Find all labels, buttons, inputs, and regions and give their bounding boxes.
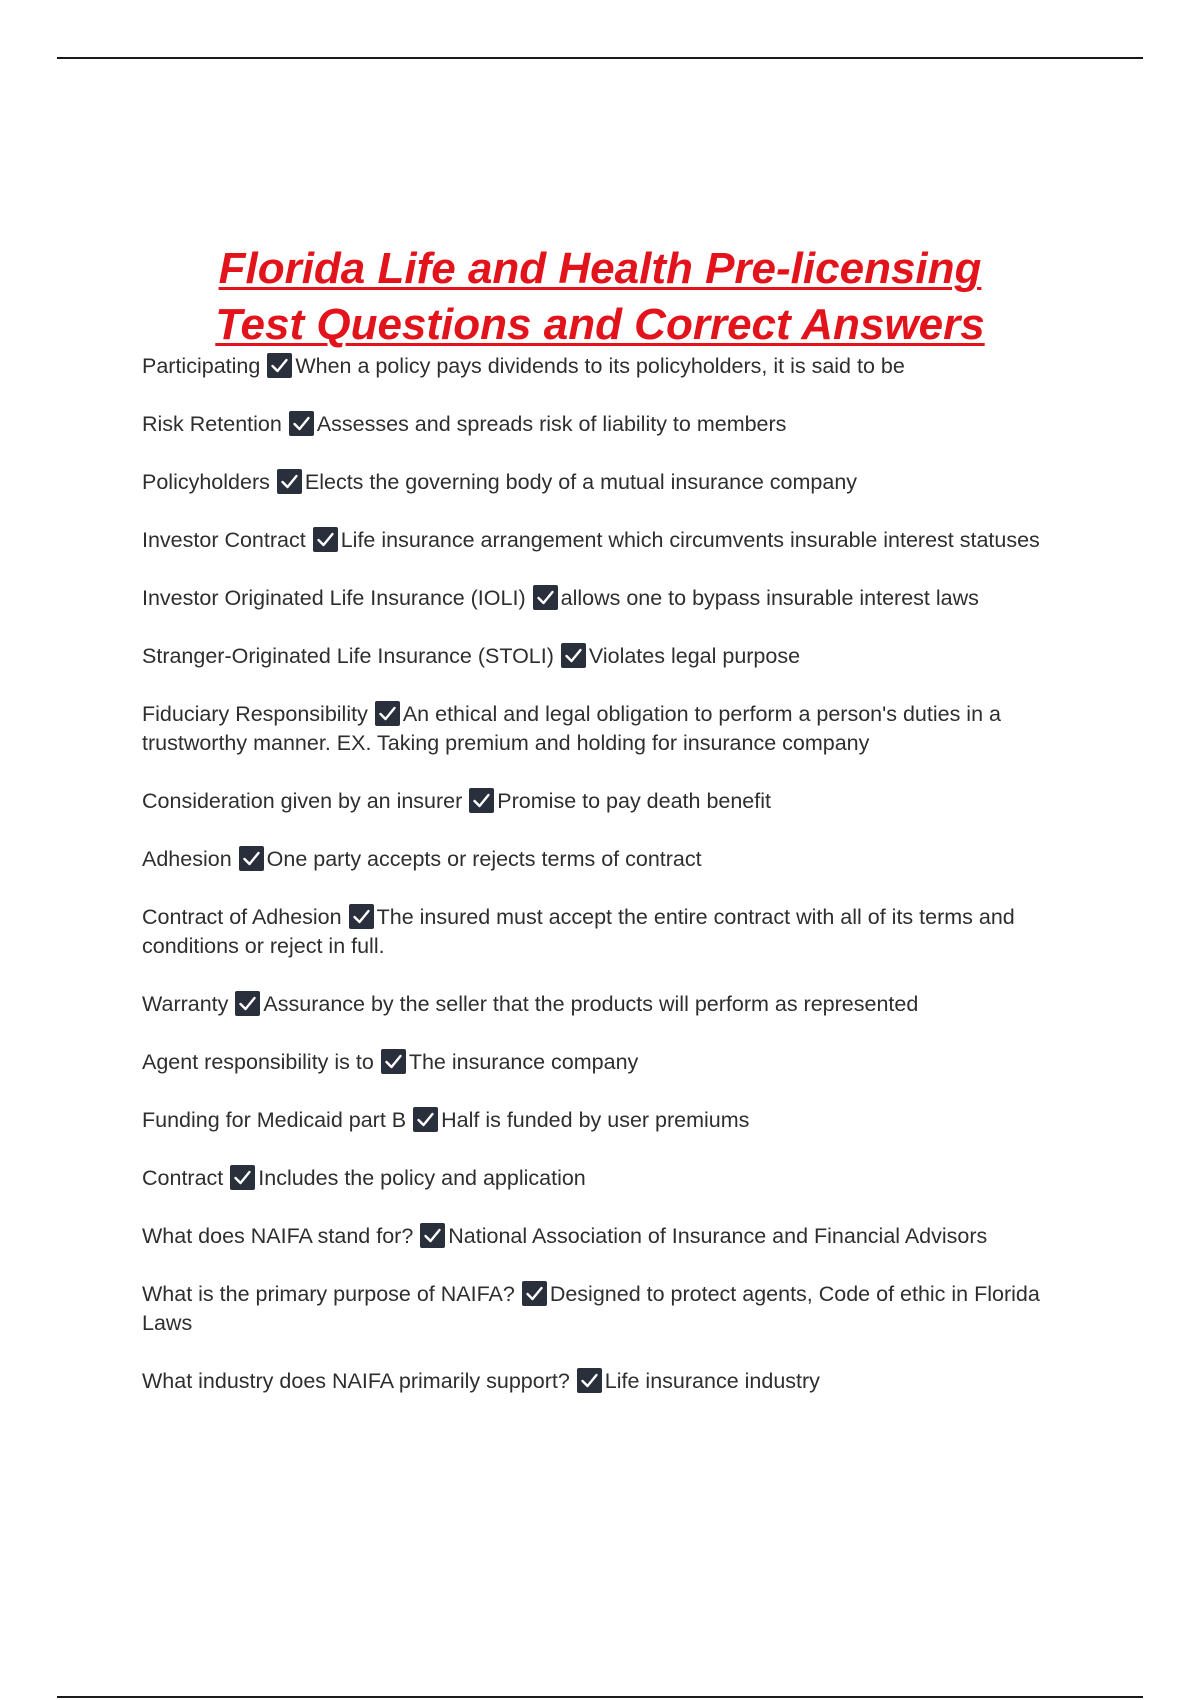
qa-item xyxy=(142,1164,1067,1193)
qa-list xyxy=(142,352,1067,1425)
check-box-icon xyxy=(420,1223,445,1248)
qa-answer: When a policy pays dividends to its policyholders, it is said to be xyxy=(295,354,905,378)
check-box-icon xyxy=(375,701,400,726)
qa-answer: Assurance by the seller that the products will perform as represented xyxy=(263,992,919,1016)
qa-item xyxy=(142,845,1067,874)
qa-answer: The insurance company xyxy=(408,1050,639,1074)
qa-answer: Half is funded by user premiums xyxy=(441,1108,750,1132)
qa-item xyxy=(142,700,1067,758)
qa-item xyxy=(142,990,1067,1019)
qa-item xyxy=(142,584,1067,613)
page-title xyxy=(0,241,1200,353)
qa-term: Risk Retention xyxy=(142,412,282,436)
check-box-icon xyxy=(313,527,338,552)
qa-item xyxy=(142,1280,1067,1338)
qa-term: Investor Contract xyxy=(142,528,306,552)
qa-term: Stranger-Originated Life Insurance (STOLI) xyxy=(142,644,554,668)
check-box-icon xyxy=(522,1281,547,1306)
qa-item xyxy=(142,903,1067,961)
qa-answer: allows one to bypass insurable interest laws xyxy=(560,586,979,610)
title-line-1: Florida Life and Health Pre-licensing xyxy=(218,244,982,294)
qa-answer: Life insurance arrangement which circumvents insurable interest statuses xyxy=(340,528,1040,552)
check-box-icon xyxy=(469,788,494,813)
top-divider xyxy=(57,57,1143,59)
check-box-icon xyxy=(349,904,374,929)
qa-term: Fiduciary Responsibility xyxy=(142,702,368,726)
qa-item xyxy=(142,1106,1067,1135)
qa-item xyxy=(142,352,1067,381)
qa-term: Agent responsibility is to xyxy=(142,1050,374,1074)
qa-item xyxy=(142,526,1067,555)
check-box-icon xyxy=(289,411,314,436)
qa-term: What does NAIFA stand for? xyxy=(142,1224,414,1248)
qa-answer: An ethical and legal obligation to perform a person's duties in a trustworthy manner. EX. Taking premium and holding for insurance company xyxy=(142,702,1001,755)
check-box-icon xyxy=(230,1165,255,1190)
qa-item xyxy=(142,642,1067,671)
qa-term: What is the primary purpose of NAIFA? xyxy=(142,1282,515,1306)
qa-item xyxy=(142,1222,1067,1251)
check-box-icon xyxy=(413,1107,438,1132)
qa-answer: Assesses and spreads risk of liability to members xyxy=(316,412,787,436)
check-box-icon xyxy=(533,585,558,610)
bottom-divider xyxy=(57,1696,1143,1698)
qa-term: Funding for Medicaid part B xyxy=(142,1108,407,1132)
qa-item xyxy=(142,787,1067,816)
qa-term: Consideration given by an insurer xyxy=(142,789,463,813)
qa-item xyxy=(142,1367,1067,1396)
check-box-icon xyxy=(561,643,586,668)
qa-answer: Life insurance industry xyxy=(604,1369,820,1393)
qa-term: Adhesion xyxy=(142,847,232,871)
title-line-2: Test Questions and Correct Answers xyxy=(215,300,985,350)
qa-answer: National Association of Insurance and Financial Advisors xyxy=(448,1224,988,1248)
check-box-icon xyxy=(239,846,264,871)
qa-item xyxy=(142,410,1067,439)
check-box-icon xyxy=(235,991,260,1016)
qa-answer: Includes the policy and application xyxy=(258,1166,586,1190)
qa-answer: One party accepts or rejects terms of contract xyxy=(266,847,702,871)
check-box-icon xyxy=(381,1049,406,1074)
qa-item xyxy=(142,1048,1067,1077)
qa-item xyxy=(142,468,1067,497)
check-box-icon xyxy=(577,1368,602,1393)
qa-term: Investor Originated Life Insurance (IOLI) xyxy=(142,586,526,610)
qa-term: Policyholders xyxy=(142,470,270,494)
qa-answer: The insured must accept the entire contract with all of its terms and conditions or reject in full. xyxy=(142,905,1015,958)
qa-answer: Promise to pay death benefit xyxy=(497,789,771,813)
check-box-icon xyxy=(277,469,302,494)
qa-answer: Designed to protect agents, Code of ethic in Florida Laws xyxy=(142,1282,1040,1335)
qa-answer: Elects the governing body of a mutual insurance company xyxy=(304,470,858,494)
qa-term: Participating xyxy=(142,354,261,378)
qa-term: Contract of Adhesion xyxy=(142,905,342,929)
qa-term: What industry does NAIFA primarily support? xyxy=(142,1369,570,1393)
qa-term: Warranty xyxy=(142,992,229,1016)
qa-term: Contract xyxy=(142,1166,224,1190)
qa-answer: Violates legal purpose xyxy=(588,644,801,668)
check-box-icon xyxy=(267,353,292,378)
